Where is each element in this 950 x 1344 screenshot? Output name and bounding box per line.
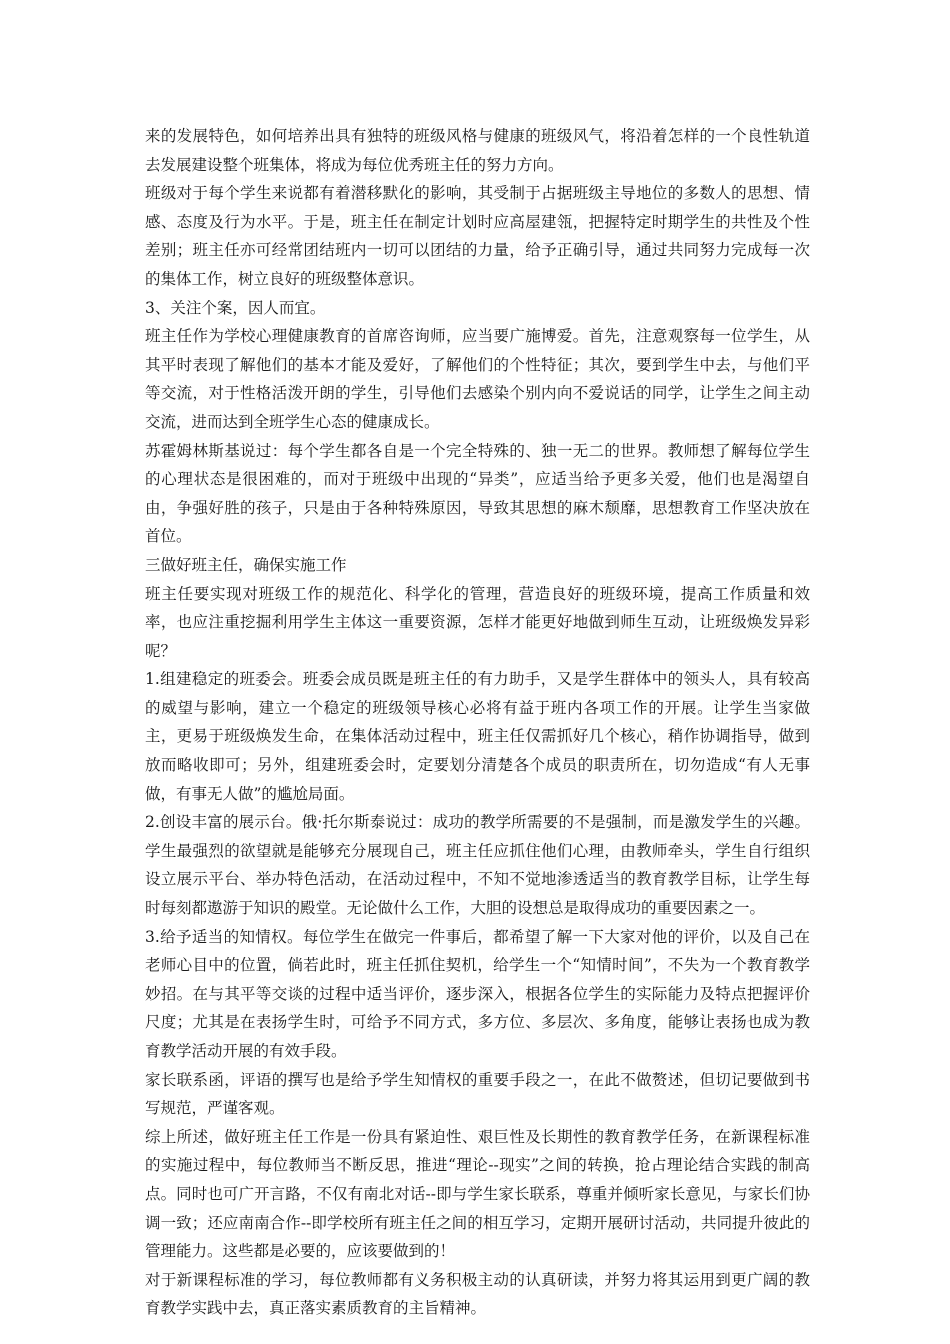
paragraph-conclusion: 综上所述，做好班主任工作是一份具有紧迫性、艰巨性及长期性的教育教学任务，在新课程标准的实施过程中，每位教师当不断反思，推进“理论--现实”之间的转换，抢占理论结合实践的制高点。同时也可广开言路，不仅有南北对话--即与学生家长联系，尊重并倾听家长意见，与家长们协调一致；还应南南合作--即学校所有班主任之间的相互学习，定期开展研讨活动，共同提升彼此的管理能力。这些都是必要的，应该要做到的！ (145, 1127, 810, 1261)
paragraph-6: 家长联系函，评语的撰写也是给予学生知情权的重要手段之一，在此不做赘述，但切记要做到书写规范，严谨客观。 (145, 1070, 810, 1118)
paragraph-3: 班主任作为学校心理健康教育的首席咨询师，应当要广施博爱。首先，注意观察每一位学生，从其平时表现了解他们的基本才能及爱好，了解他们的个性特征；其次，要到学生中去，与他们平等交流，对于性格活泼开朗的学生，引导他们去感染个别内向不爱说话的同学，让学生之间主动交流，进而达到全班学生心态的健康成长。 (145, 327, 810, 431)
paragraph-4: 苏霍姆林斯基说过：每个学生都各自是一个完全特殊的、独一无二的世界。教师想了解每位学生的心理状态是很困难的，而对于班级中出现的“异类”，应适当给予更多关爱，他们也是渴望自由，争强好胜的孩子，只是由于各种特殊原因，导致其思想的麻木颓靡，思想教育工作坚决放在首位。 (145, 441, 810, 546)
list-item-3: 3.给予适当的知情权。每位学生在做完一件事后，都希望了解一下大家对他的评价，以及自己在老师心目中的位置，倘若此时，班主任抓住契机，给学生一个“知情时间”，不失为一个教育教学妙招。在与其平等交谈的过程中适当评价，逐步深入，根据各位学生的实际能力及特点把握评价尺度；尤其是在表扬学生时，可给予不同方式，多方位、多层次、多角度，能够让表扬也成为教育教学活动开展的有效手段。 (145, 927, 810, 1060)
paragraph-final: 对于新课程标准的学习，每位教师都有义务积极主动的认真研读，并努力将其运用到更广阔的教育教学实践中去，真正落实素质教育的主旨精神。 (145, 1270, 810, 1318)
paragraph-5: 班主任要实现对班级工作的规范化、科学化的管理，营造良好的班级环境，提高工作质量和效率，也应注重挖掘利用学生主体这一重要资源，怎样才能更好地做到师生互动，让班级焕发异彩呢？ (145, 584, 810, 660)
paragraph-2: 班级对于每个学生来说都有着潜移默化的影响，其受制于占据班级主导地位的多数人的思想、情感、态度及行为水平。于是，班主任在制定计划时应高屋建瓴，把握特定时期学生的共性及个性差别；班主任亦可经常团结班内一切可以团结的力量，给予正确引导，通过共同努力完成每一次的集体工作，树立良好的班级整体意识。 (145, 184, 810, 288)
section-heading-main-3: 三做好班主任，确保实施工作 (145, 555, 347, 574)
document-body (145, 122, 810, 1323)
list-item-2: 2.创设丰富的展示台。俄·托尔斯泰说过：成功的教学所需要的不是强制，而是激发学生的兴趣。学生最强烈的欲望就是能够充分展现自己，班主任应抓住他们心理，由教师牵头，学生自行组织设立展示平台、举办特色活动，在活动过程中，不知不觉地渗透适当的教育教学目标，让学生每时每刻都遨游于知识的殿堂。无论做什么工作，大胆的设想总是取得成功的重要因素之一。 (145, 813, 810, 918)
section-heading-3: 3、关注个案，因人而宜。 (145, 298, 326, 317)
list-item-1: 1.组建稳定的班委会。班委会成员既是班主任的有力助手，又是学生群体中的领头人，具有较高的威望与影响，建立一个稳定的班级领导核心必将有益于班内各项工作的开展。让学生当家做主，更易于班级焕发生命，在集体活动过程中，班主任仅需抓好几个核心，稍作协调指导，做到放而略收即可；另外，组建班委会时，定要划分清楚各个成员的职责所在，切勿造成“有人无事做，有事无人做”的尴尬局面。 (145, 670, 810, 803)
paragraph-1: 来的发展特色，如何培养出具有独特的班级风格与健康的班级风气，将沿着怎样的一个良性轨道去发展建设整个班集体，将成为每位优秀班主任的努力方向。 (145, 127, 810, 174)
